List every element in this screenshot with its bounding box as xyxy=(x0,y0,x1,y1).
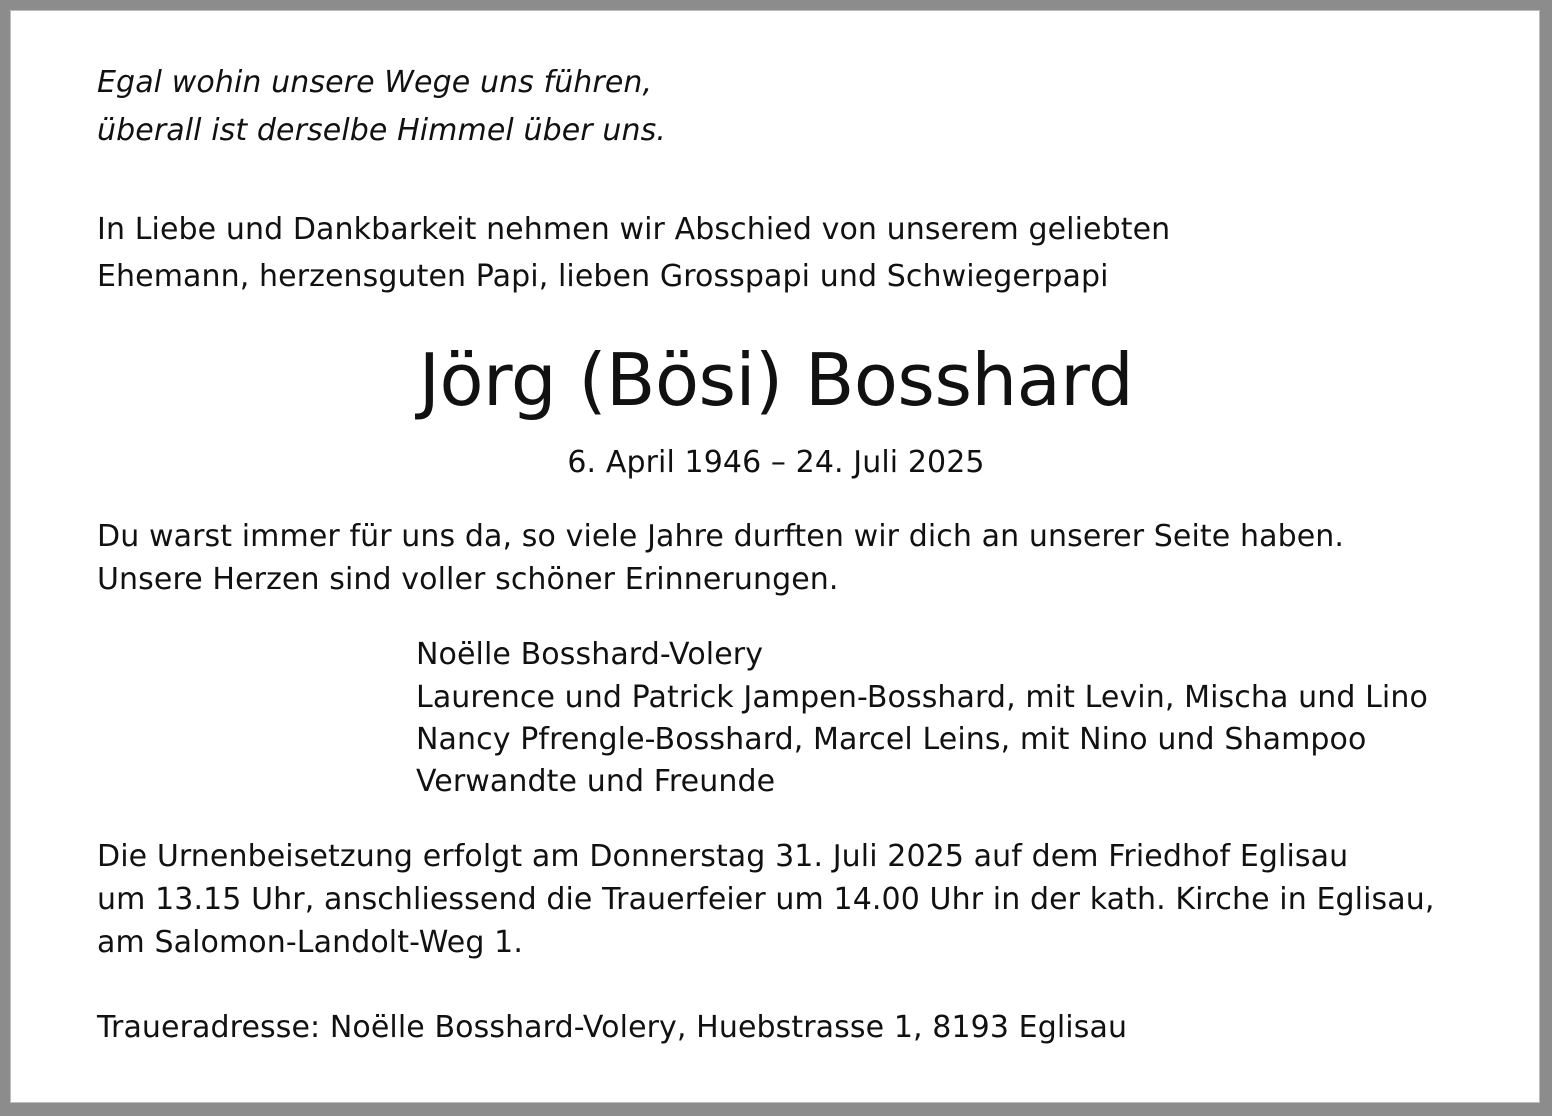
ceremony-line-3: am Salomon-Landolt-Weg 1. xyxy=(97,925,523,960)
quote-line-2: überall ist derselbe Himmel über uns. xyxy=(97,113,666,148)
message-line-1: Du warst immer für uns da, so viele Jahre durften wir dich an unserer Seite haben. xyxy=(97,519,1345,554)
quote-line-1: Egal wohin unsere Wege uns führen, xyxy=(97,65,653,100)
mourning-address: Traueradresse: Noëlle Bosshard-Volery, Huebstrasse 1, 8193 Eglisau xyxy=(97,1010,1128,1045)
ceremony-line-1: Die Urnenbeisetzung erfolgt am Donnerstag 31. Juli 2025 auf dem Friedhof Eglisau xyxy=(97,839,1349,874)
deceased-name: Jörg (Bösi) Bosshard xyxy=(418,338,1134,422)
intro-line-1: In Liebe und Dankbarkeit nehmen wir Abschied von unserem geliebten xyxy=(97,212,1171,247)
mourner-line: Nancy Pfrengle-Bosshard, Marcel Leins, mit Nino und Shampoo xyxy=(416,722,1367,757)
ceremony-line-2: um 13.15 Uhr, anschliessend die Trauerfeier um 14.00 Uhr in der kath. Kirche in Eglisau, xyxy=(97,882,1435,917)
mourner-line: Laurence und Patrick Jampen-Bosshard, mit Levin, Mischa und Lino xyxy=(416,680,1428,715)
message-line-2: Unsere Herzen sind voller schöner Erinnerungen. xyxy=(97,562,839,597)
mourner-line: Noëlle Bosshard-Volery xyxy=(416,637,764,672)
life-dates: 6. April 1946 – 24. Juli 2025 xyxy=(567,445,985,480)
intro-line-2: Ehemann, herzensguten Papi, lieben Grosspapi und Schwiegerpapi xyxy=(97,259,1109,294)
mourner-line: Verwandte und Freunde xyxy=(416,764,776,799)
